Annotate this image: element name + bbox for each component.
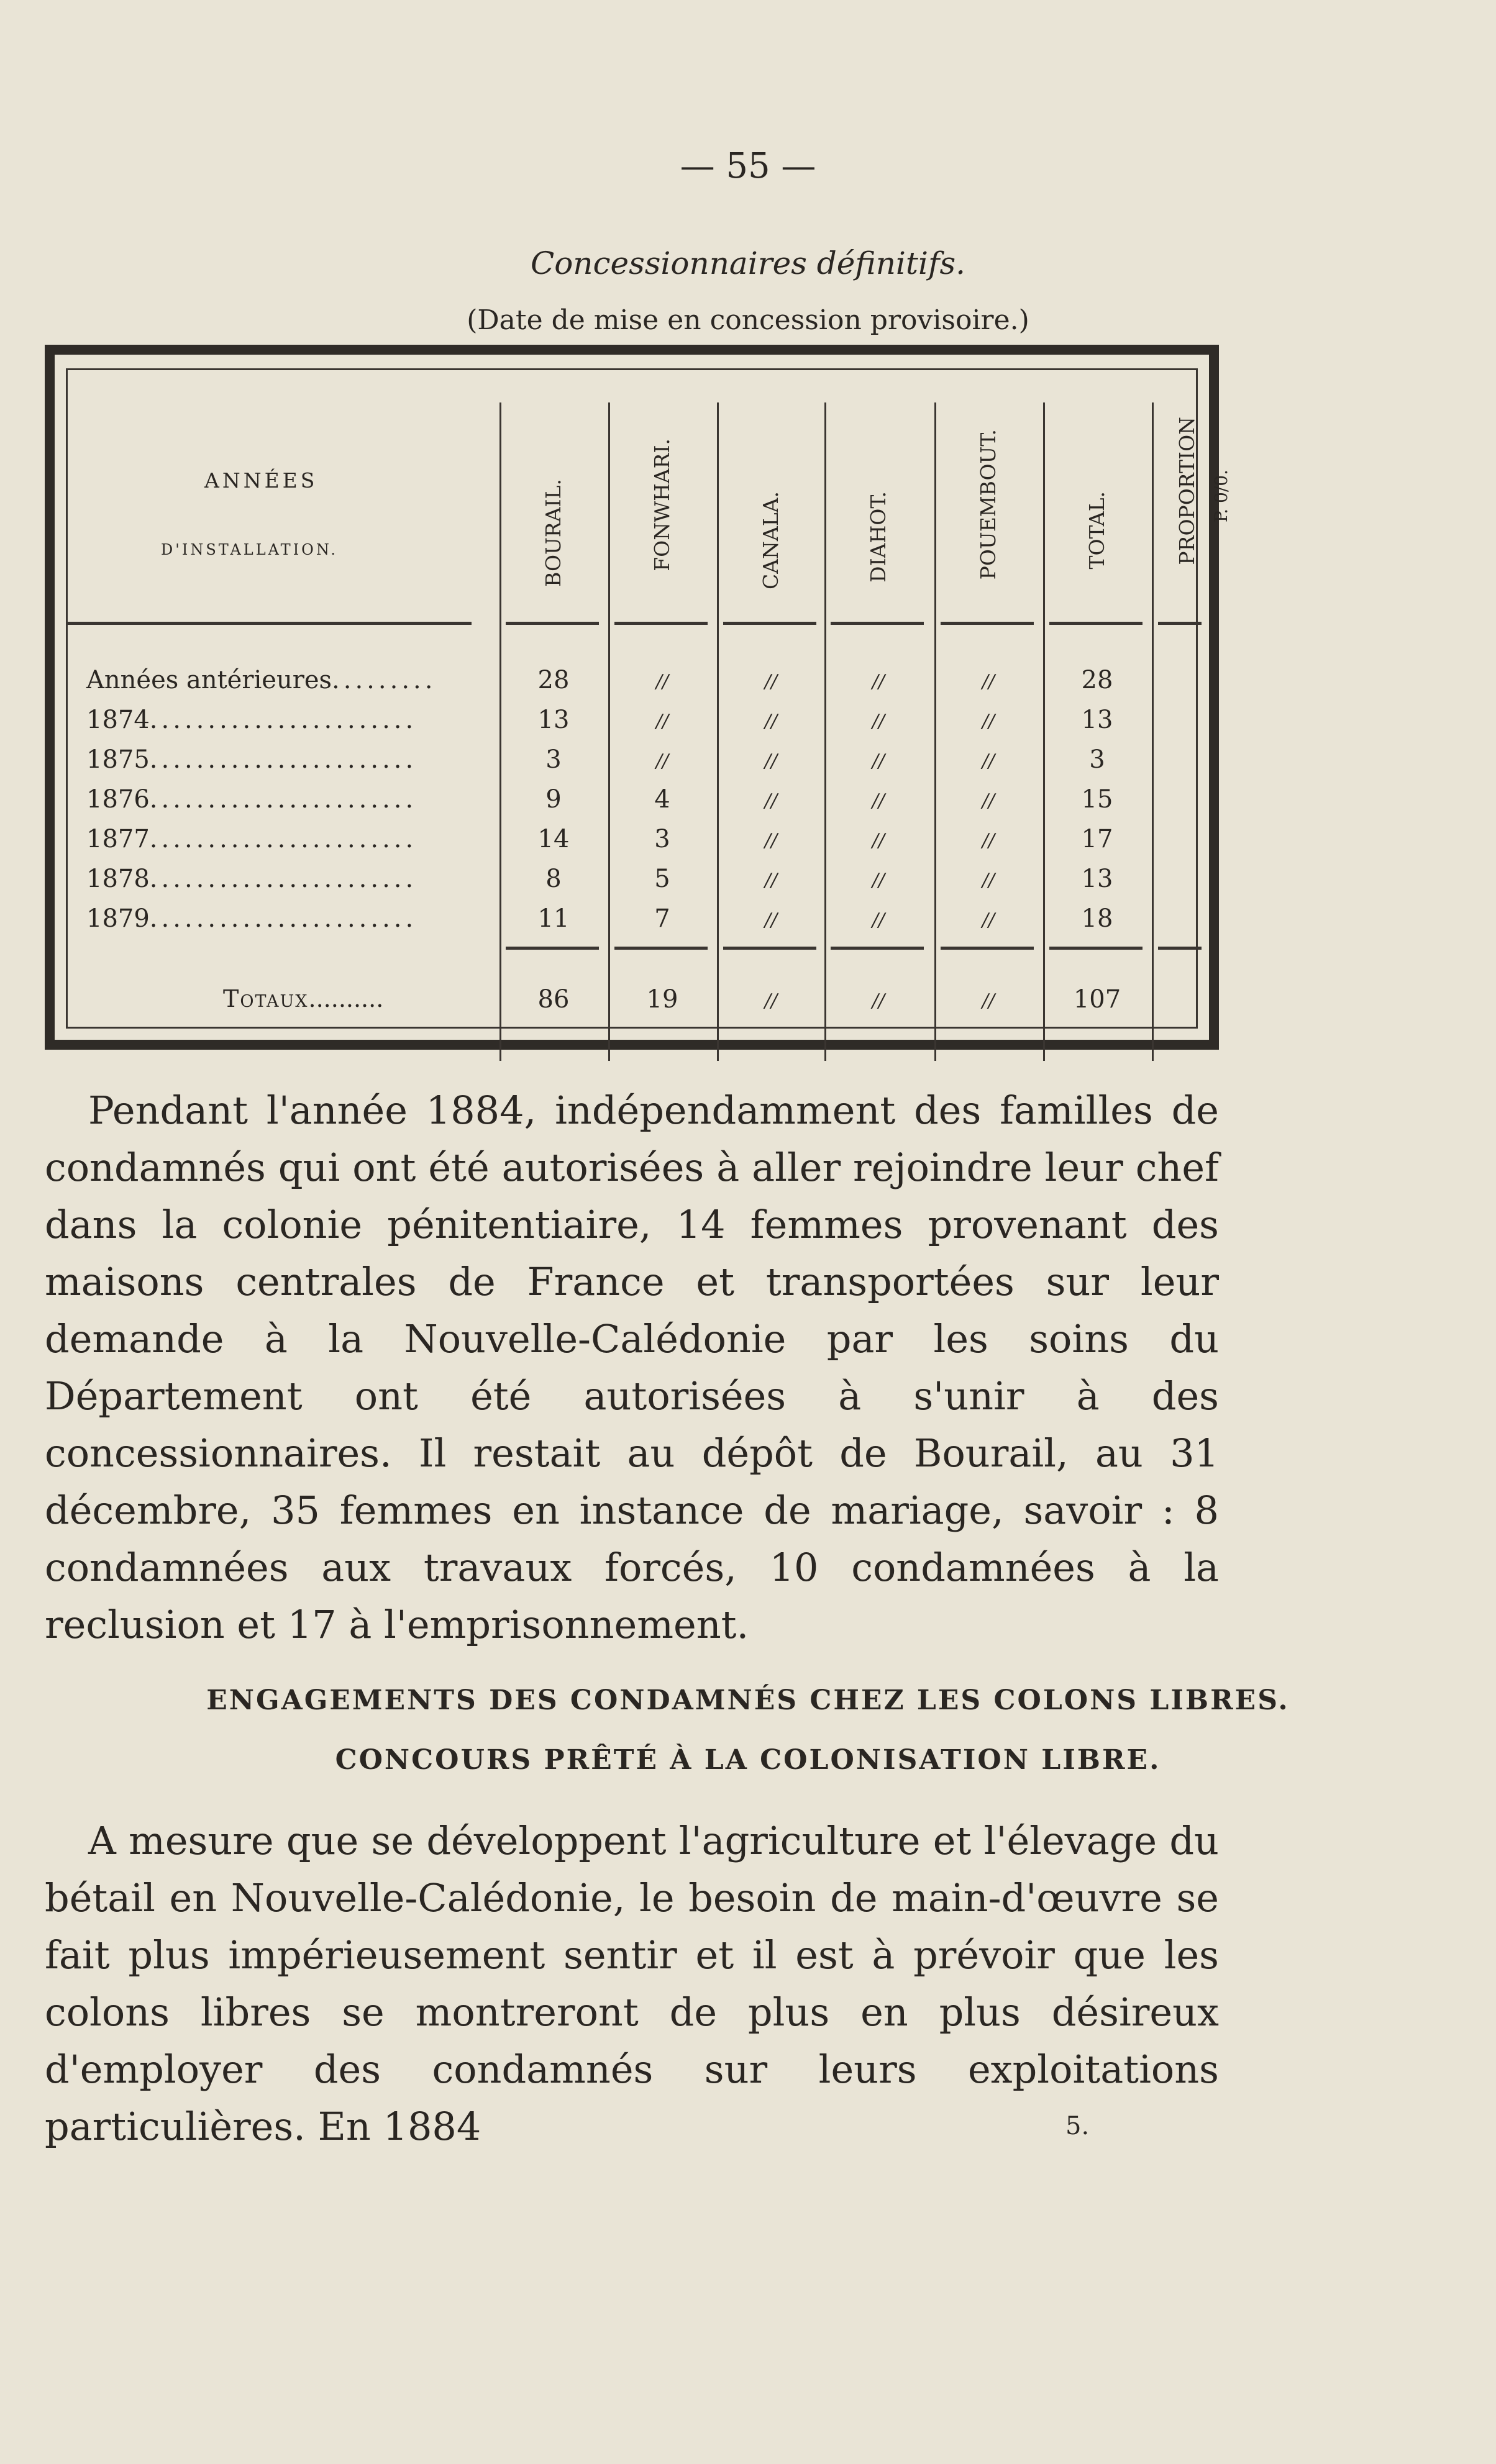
totals-rule — [941, 947, 1034, 950]
totals-label: Totaux.......... — [223, 985, 384, 1012]
table-cell: // — [764, 830, 778, 852]
column-divider — [717, 402, 719, 1061]
column-divider — [934, 402, 936, 1061]
table-cell: // — [982, 671, 995, 693]
header-rule — [614, 622, 708, 625]
table-cell: // — [982, 830, 995, 852]
table-caption-title: Concessionnaires définitifs. — [530, 245, 966, 281]
table-cell: 9 — [545, 785, 562, 814]
table-cell: // — [982, 750, 995, 772]
table-cell: // — [872, 711, 885, 732]
table-cell: // — [872, 990, 885, 1012]
header-rule — [68, 622, 472, 625]
table-cell: 28 — [537, 666, 570, 694]
table-cell: 18 — [1081, 904, 1113, 933]
column-header-bourail: BOURAIL. — [541, 479, 565, 587]
table-cell: // — [982, 870, 995, 891]
table-cell: 7 — [654, 904, 670, 933]
row-label: 1874....................... — [86, 706, 417, 734]
column-header-total: TOTAL. — [1085, 491, 1109, 570]
table-cell: // — [872, 909, 885, 931]
table-cell: // — [764, 990, 778, 1012]
header-annees: ANNÉES — [204, 468, 318, 493]
table-cell: 14 — [537, 825, 570, 853]
table-cell: // — [764, 909, 778, 931]
table-cell: 13 — [537, 706, 570, 734]
table-cell: 3 — [654, 825, 670, 853]
table-cell: 17 — [1081, 825, 1113, 853]
table-cell: // — [872, 830, 885, 852]
table-cell: // — [872, 870, 885, 891]
column-header-proportion: PROPORTION — [1175, 417, 1199, 565]
table-cell: // — [764, 870, 778, 891]
row-label: Années antérieures......... — [86, 666, 437, 694]
table-cell: 13 — [1081, 865, 1113, 893]
data-table — [45, 345, 1231, 1050]
row-label: 1877....................... — [86, 825, 417, 853]
table-cell: 3 — [1089, 745, 1105, 774]
section-heading-1: ENGAGEMENTS DES CONDAMNÉS CHEZ LES COLONS LIBRES. — [206, 1684, 1290, 1716]
column-header-percent: P. 0/0. — [1211, 470, 1231, 522]
column-divider — [1152, 402, 1154, 1061]
column-header-fonwhari: FONWHARI. — [650, 439, 674, 571]
page-signature: 5. — [1065, 2112, 1090, 2140]
table-inner-border — [66, 368, 1231, 1029]
table-cell: 28 — [1081, 666, 1113, 694]
column-divider — [499, 402, 501, 1061]
header-rule — [941, 622, 1034, 625]
table-cell: // — [764, 671, 778, 693]
table-cell: // — [764, 750, 778, 772]
column-divider — [608, 402, 610, 1061]
table-cell: // — [982, 790, 995, 812]
column-divider — [1043, 402, 1045, 1061]
table-cell: 8 — [545, 865, 562, 893]
page-number: — 55 — — [680, 146, 816, 186]
totals-rule — [1049, 947, 1143, 950]
column-header-pouembout: POUEMBOUT. — [976, 429, 1000, 580]
totals-rule — [1158, 947, 1202, 950]
column-header-diahot: DIAHOT. — [866, 491, 890, 583]
column-divider — [824, 402, 826, 1061]
table-cell: // — [982, 990, 995, 1012]
row-label: 1878....................... — [86, 865, 417, 893]
row-label: 1876....................... — [86, 785, 417, 814]
table-cell: 11 — [537, 904, 570, 933]
totals-rule — [614, 947, 708, 950]
paragraph-2: A mesure que se développent l'agriculture et l'élevage du bétail en Nouvelle-Calédonie, le besoin de main-d'œuvre se fait plus impérieusement sentir et il est à prévoir que les colons libres se montreront de plus en plus désireux d'employer des condamnés sur leurs exploitations particulières. En 1884 — [45, 1818, 1219, 2149]
header-rule — [1158, 622, 1202, 625]
header-rule — [723, 622, 816, 625]
table-cell: // — [655, 671, 669, 693]
totals-rule — [506, 947, 599, 950]
table-cell: // — [764, 711, 778, 732]
table-cell: // — [655, 750, 669, 772]
column-header-canala: CANALA. — [759, 491, 783, 590]
table-cell: // — [872, 790, 885, 812]
table-cell: // — [655, 711, 669, 732]
table-cell: 13 — [1081, 706, 1113, 734]
header-rule — [506, 622, 599, 625]
totals-rule — [723, 947, 816, 950]
table-cell: // — [764, 790, 778, 812]
header-rule — [831, 622, 924, 625]
row-label: 1875....................... — [86, 745, 417, 774]
table-cell: // — [982, 711, 995, 732]
table-cell: 3 — [545, 745, 562, 774]
table-cell: 5 — [654, 865, 670, 893]
table-cell: 86 — [537, 985, 570, 1014]
totals-rule — [831, 947, 924, 950]
table-cell: 19 — [646, 985, 678, 1014]
section-heading-2: CONCOURS PRÊTÉ À LA COLONISATION LIBRE. — [335, 1744, 1161, 1776]
paragraph-1: Pendant l'année 1884, indépendamment des familles de condamnés qui ont été autorisées à aller rejoindre leur chef dans la colonie pénitentiaire, 14 femmes provenant des maisons centrales de France et transportées sur leur demande à la Nouvelle-Calédonie par les soins du Département ont été autorisées à s'unir à des concessionnaires. Il restait au dépôt de Bourail, au 31 décembre, 35 femmes en instance de mariage, savoir : 8 condamnées aux travaux forcés, 10 condamnées à la reclusion et 17 à l'emprisonnement. — [45, 1088, 1219, 1647]
table-cell: 4 — [654, 785, 670, 814]
table-cell: // — [872, 671, 885, 693]
header-installation: D'INSTALLATION. — [161, 541, 338, 558]
table-cell: 15 — [1081, 785, 1113, 814]
header-rule — [1049, 622, 1143, 625]
table-cell: 107 — [1073, 985, 1121, 1014]
table-cell: // — [982, 909, 995, 931]
row-label: 1879....................... — [86, 904, 417, 933]
table-cell: // — [872, 750, 885, 772]
table-caption-subtitle: (Date de mise en concession provisoire.) — [467, 304, 1029, 336]
